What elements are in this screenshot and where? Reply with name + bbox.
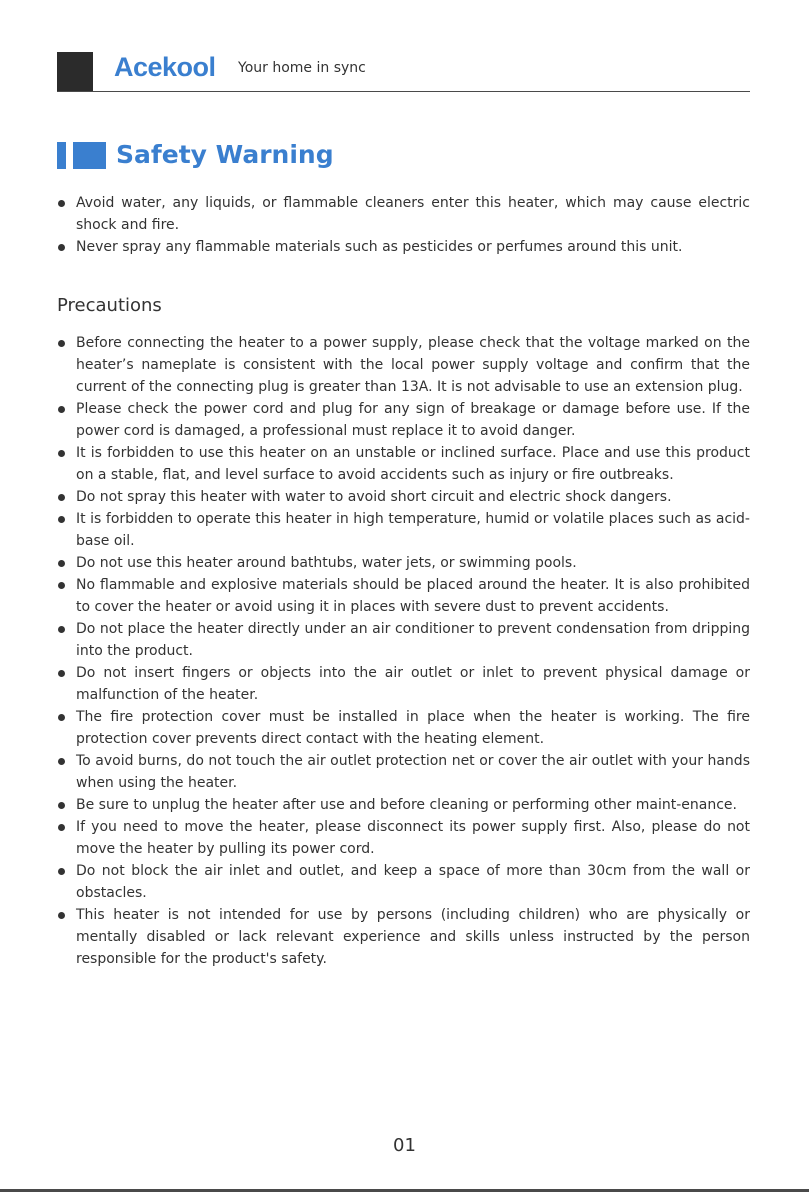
safety-warning-list [57, 192, 750, 258]
list-item: No flammable and explosive materials should be placed around the heater. It is also prohibited to cover the heater or avoid using it in places with severe dust to prevent accidents. [57, 574, 750, 618]
list-item: Do not block the air inlet and outlet, and keep a space of more than 30cm from the wall or obstacles. [57, 860, 750, 904]
list-item: Do not spray this heater with water to avoid short circuit and electric shock dangers. [57, 486, 750, 508]
brand-logo: Acekool [114, 52, 216, 82]
list-item: Be sure to unplug the heater after use and before cleaning or performing other maint-enance. [57, 794, 750, 816]
precautions-title: Precautions [57, 295, 162, 316]
list-item: The fire protection cover must be installed in place when the heater is working. The fire protection cover prevents direct contact with the heating element. [57, 706, 750, 750]
list-item: If you need to move the heater, please disconnect its power supply first. Also, please do not move the heater by pulling its power cord. [57, 816, 750, 860]
brand-tagline: Your home in sync [238, 60, 366, 76]
list-item: Do not insert fingers or objects into the air outlet or inlet to prevent physical damage or malfunction of the heater. [57, 662, 750, 706]
list-item: It is forbidden to operate this heater in high temperature, humid or volatile places such as acid-base oil. [57, 508, 750, 552]
page-number: 01 [393, 1135, 416, 1156]
safety-warning-title: Safety Warning [116, 140, 334, 169]
list-item: Avoid water, any liquids, or flammable cleaners enter this heater, which may cause electric shock and fire. [57, 192, 750, 236]
list-item: Before connecting the heater to a power supply, please check that the voltage marked on the heater’s nameplate is consistent with the local power supply voltage and confirm that the current of the connecting plug is greater than 13A. It is not advisable to use an extension plug. [57, 332, 750, 398]
list-item: Do not place the heater directly under an air conditioner to prevent condensation from dripping into the product. [57, 618, 750, 662]
header-block-decoration [57, 52, 93, 91]
list-item: Do not use this heater around bathtubs, water jets, or swimming pools. [57, 552, 750, 574]
list-item: To avoid burns, do not touch the air outlet protection net or cover the air outlet with your hands when using the heater. [57, 750, 750, 794]
header-divider [57, 91, 750, 92]
precautions-list [57, 332, 750, 970]
list-item: Never spray any flammable materials such as pesticides or perfumes around this unit. [57, 236, 750, 258]
section-marker-thick [73, 142, 106, 169]
list-item: It is forbidden to use this heater on an unstable or inclined surface. Place and use this product on a stable, flat, and level surface to avoid accidents such as injury or fire outbreaks. [57, 442, 750, 486]
section-marker-thin [57, 142, 66, 169]
list-item: This heater is not intended for use by persons (including children) who are physically or mentally disabled or lack relevant experience and skills unless instructed by the person responsible for the product's safety. [57, 904, 750, 970]
list-item: Please check the power cord and plug for any sign of breakage or damage before use. If the power cord is damaged, a professional must replace it to avoid danger. [57, 398, 750, 442]
